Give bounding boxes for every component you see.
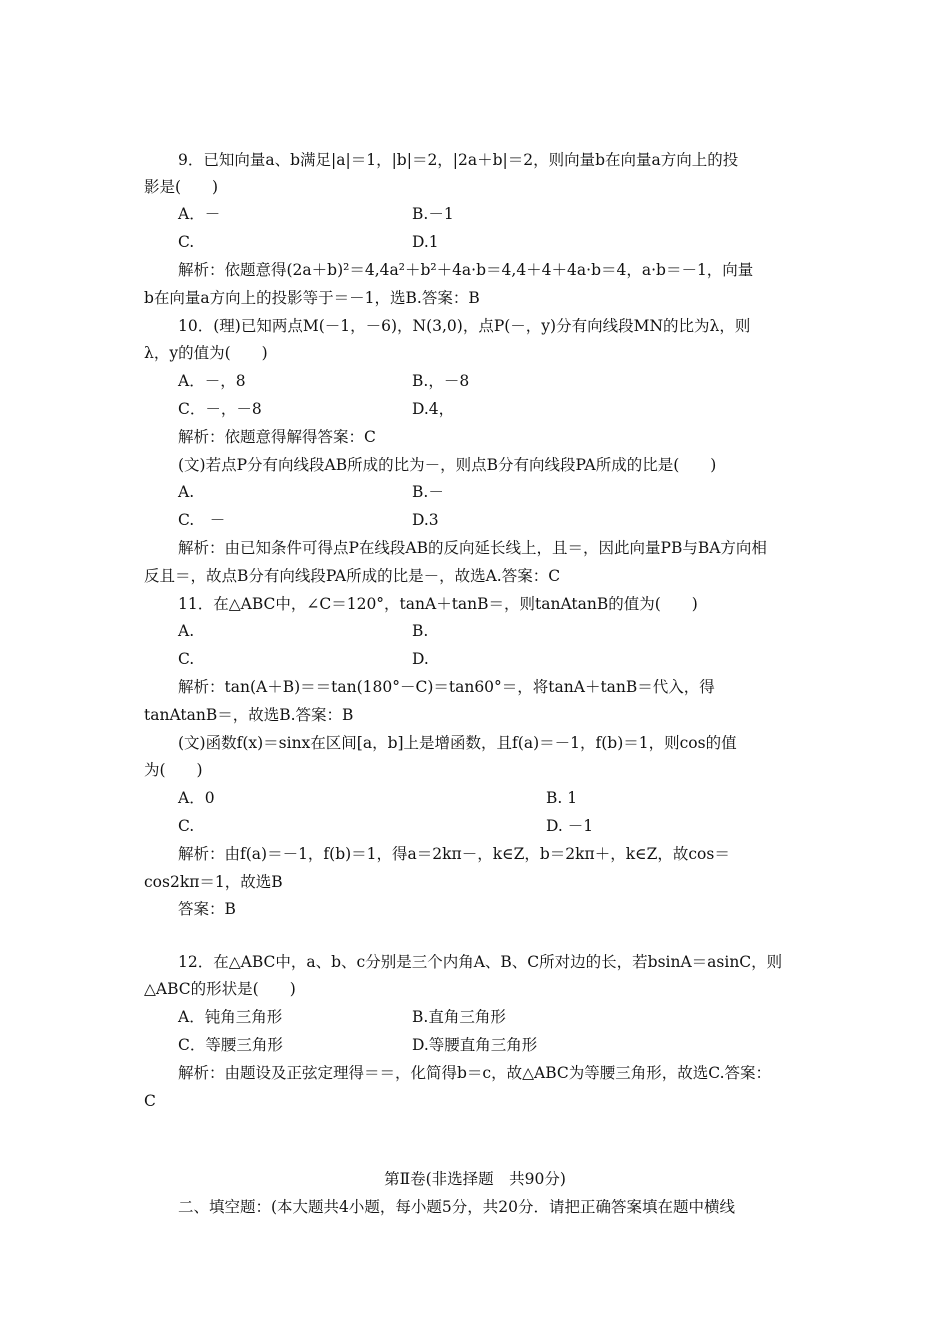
q12-stem-line1: 12．在△ABC中，a、b、c分别是三个内角A、B、C所对边的长，若bsinA＝asinC，则 bbox=[178, 953, 783, 971]
q10-wen-solution-line1: 解析：由已知条件可得点P在线段AB的反向延长线上，且＝，因此向量PB与BA方向相 bbox=[178, 539, 767, 557]
q12-option-d: D.等腰直角三角形 bbox=[412, 1036, 538, 1054]
q12-option-c: C．等腰三角形 bbox=[178, 1036, 283, 1054]
q10-wen-option-a: A. bbox=[178, 483, 195, 501]
q9-option-a: A．－ bbox=[178, 205, 221, 223]
q11-stem: 11．在△ABC中，∠C＝120°，tanA＋tanB＝，则tanAtanB的值为( ) bbox=[178, 595, 698, 613]
q11-wen-stem-line1: (文)函数f(x)＝sinx在区间[a，b]上是增函数，且f(a)＝－1，f(b)＝1，则cos的值 bbox=[178, 734, 737, 752]
q10-wen-solution-line2: 反且＝，故点B分有向线段PA所成的比是－，故选A.答案：C bbox=[144, 567, 561, 585]
q9-option-d: D.1 bbox=[412, 233, 439, 251]
q11-option-a: A. bbox=[178, 622, 195, 640]
q12-stem-line2: △ABC的形状是( ) bbox=[144, 980, 296, 998]
q9-solution-line2: b在向量a方向上的投影等于＝－1，选B.答案：B bbox=[144, 289, 480, 307]
q9-stem-line2: 影是( ) bbox=[144, 178, 219, 196]
q12-solution-line1: 解析：由题设及正弦定理得＝＝，化简得b＝c，故△ABC为等腰三角形，故选C.答案： bbox=[178, 1064, 771, 1082]
q9-solution-line1: 解析：依题意得(2a＋b)²＝4,4a²＋b²＋4a·b＝4,4＋4＋4a·b＝4，a·b＝－1，向量 bbox=[178, 261, 754, 279]
q11-option-d: D. bbox=[412, 650, 429, 668]
q11-wen-stem-line2: 为( ) bbox=[144, 761, 203, 779]
q10-option-d: D.4， bbox=[412, 400, 455, 418]
q10-option-b: B.，－8 bbox=[412, 372, 470, 390]
q11-wen-option-c: C. bbox=[178, 817, 195, 835]
q12-option-b: B.直角三角形 bbox=[412, 1008, 506, 1026]
q10-option-a: A．－，8 bbox=[178, 372, 246, 390]
q11-wen-option-b: B. 1 bbox=[546, 789, 578, 807]
q11-wen-option-d: D. －1 bbox=[546, 817, 594, 835]
part2-title: 第Ⅱ卷(非选择题 共90分) bbox=[384, 1170, 566, 1188]
q9-option-b: B.－1 bbox=[412, 205, 454, 223]
q10-stem-line1: 10．(理)已知两点M(－1，－6)，N(3,0)，点P(－，y)分有向线段MN的比为λ，则 bbox=[178, 317, 751, 335]
q11-wen-answer: 答案：B bbox=[178, 900, 236, 918]
q11-option-c: C. bbox=[178, 650, 195, 668]
q11-solution-line2: tanAtanB＝，故选B.答案：B bbox=[144, 706, 354, 724]
part2-intro: 二、填空题：(本大题共4小题，每小题5分，共20分．请把正确答案填在题中横线 bbox=[178, 1198, 735, 1216]
q11-wen-option-a: A．0 bbox=[178, 789, 215, 807]
q11-option-b: B. bbox=[412, 622, 429, 640]
q10-wen-option-d: D.3 bbox=[412, 511, 439, 529]
q9-option-c: C. bbox=[178, 233, 195, 251]
q10-solution: 解析：依题意得解得答案：C bbox=[178, 428, 376, 446]
q10-wen-option-c: C. － bbox=[178, 511, 226, 529]
q10-stem-line2: λ，y的值为( ) bbox=[144, 344, 268, 362]
q11-solution-line1: 解析：tan(A＋B)＝＝tan(180°－C)＝tan60°＝，将tanA＋tanB＝代入，得 bbox=[178, 678, 715, 696]
q10-option-c: C．－，－8 bbox=[178, 400, 262, 418]
q9-stem-line1: 9．已知向量a、b满足|a|＝1，|b|＝2，|2a＋b|＝2，则向量b在向量a方向上的投 bbox=[178, 151, 739, 169]
q12-option-a: A．钝角三角形 bbox=[178, 1008, 283, 1026]
q11-wen-solution-line2: cos2kπ＝1，故选B bbox=[144, 873, 283, 891]
q11-wen-solution-line1: 解析：由f(a)＝－1，f(b)＝1，得a＝2kπ－，k∈Z，b＝2kπ＋，k∈Z，故cos＝ bbox=[178, 845, 730, 863]
q10-wen-stem: (文)若点P分有向线段AB所成的比为－，则点B分有向线段PA所成的比是( ) bbox=[178, 456, 717, 474]
q10-wen-option-b: B.－ bbox=[412, 483, 444, 501]
q12-solution-line2: C bbox=[144, 1092, 156, 1110]
